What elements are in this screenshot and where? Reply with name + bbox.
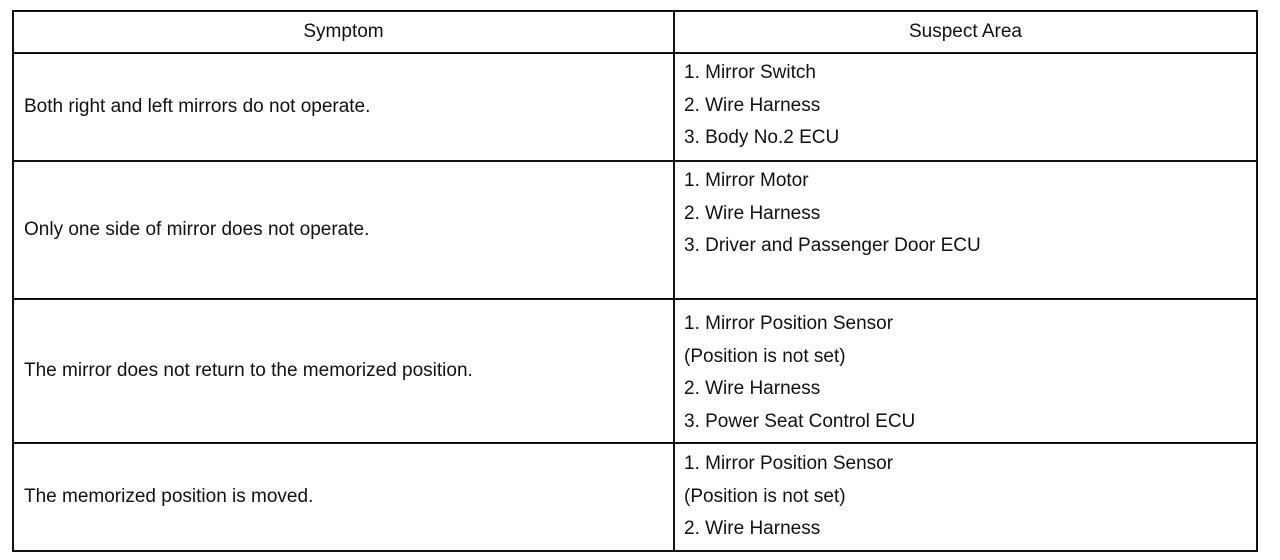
- symptom-cell: The mirror does not return to the memorized position.: [14, 300, 675, 442]
- suspect-line: 2. Wire Harness: [684, 202, 821, 224]
- suspect-line: (Position is not set): [684, 485, 846, 507]
- suspect-line: (Position is not set): [684, 345, 846, 367]
- suspect-line: 2. Wire Harness: [684, 378, 821, 399]
- header-symptom: Symptom: [14, 12, 675, 52]
- suspect-line: 1. Mirror Motor: [684, 170, 809, 191]
- table-header-row: [14, 12, 1256, 54]
- suspect-line: 1. Mirror Position Sensor: [684, 453, 894, 474]
- table-row: [14, 54, 1256, 162]
- troubleshooting-table: [12, 10, 1258, 552]
- suspect-area-cell: [675, 300, 1256, 442]
- table-row: [14, 300, 1256, 444]
- table-row: [14, 444, 1256, 550]
- table-row: [14, 162, 1256, 300]
- suspect-area-cell: [675, 444, 1256, 550]
- suspect-line: 3. Power Seat Control ECU: [684, 410, 916, 432]
- suspect-line: 2. Wire Harness: [684, 518, 821, 539]
- suspect-line: 3. Driver and Passenger Door ECU: [684, 235, 981, 256]
- suspect-line: 1. Mirror Position Sensor: [684, 313, 894, 334]
- suspect-line: 1. Mirror Switch: [684, 62, 816, 83]
- suspect-area-cell: [675, 54, 1256, 160]
- header-suspect-area: Suspect Area: [908, 21, 1023, 42]
- suspect-line: 3. Body No.2 ECU: [684, 127, 840, 148]
- symptom-cell: Both right and left mirrors do not operate.: [14, 54, 675, 160]
- symptom-cell: Only one side of mirror does not operate.: [14, 162, 675, 298]
- suspect-line: 2. Wire Harness: [684, 94, 821, 116]
- suspect-area-cell: [675, 162, 1256, 298]
- symptom-cell: The memorized position is moved.: [14, 444, 675, 550]
